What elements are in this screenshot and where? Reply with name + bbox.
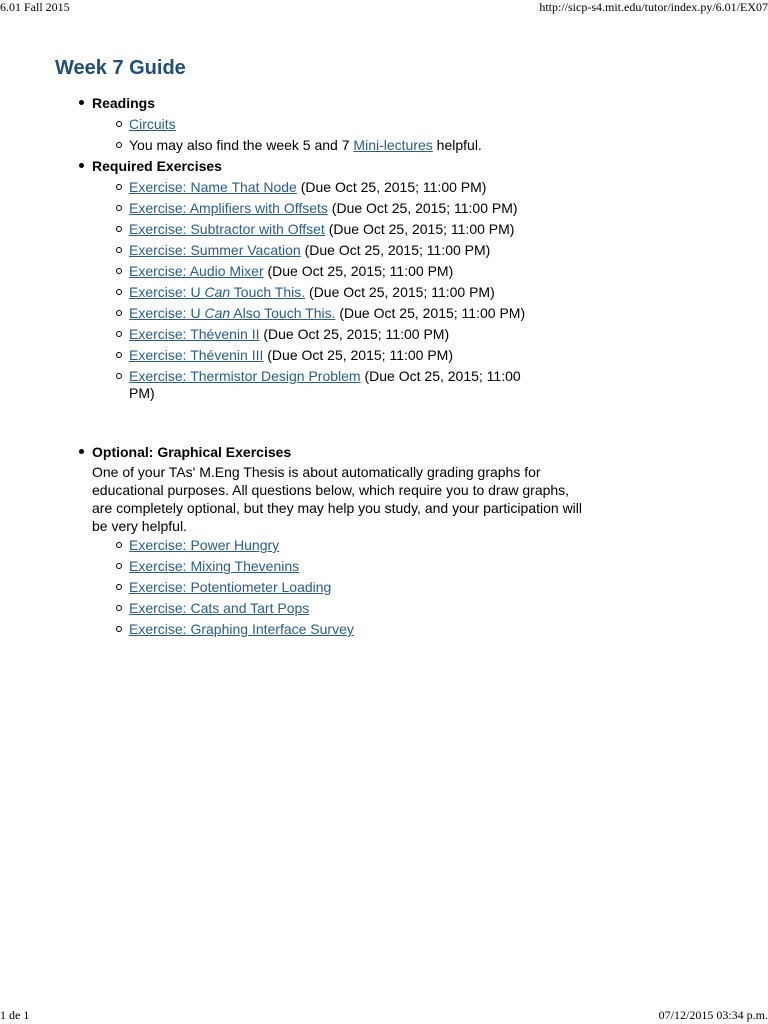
circle-bullet-icon (116, 205, 122, 211)
circle-bullet-icon (116, 268, 122, 274)
circle-bullet-icon (116, 184, 122, 190)
exercise-link[interactable]: Exercise: Subtractor with Offset (129, 221, 325, 237)
due-date: (Due Oct 25, 2015; 11:00 PM) (259, 326, 450, 342)
readings-note-text: You may also find the week 5 and 7 (129, 137, 354, 153)
circle-bullet-icon (116, 626, 122, 632)
section-readings (55, 93, 585, 156)
circle-bullet-icon (116, 310, 122, 316)
readings-list (92, 114, 585, 156)
circuits-link[interactable]: Circuits (129, 116, 176, 132)
exercise-link[interactable]: Exercise: Amplifiers with Offsets (129, 200, 328, 216)
list-item (92, 135, 585, 156)
circle-bullet-icon (116, 247, 122, 253)
list-item (92, 303, 585, 324)
list-item (92, 198, 585, 219)
circle-bullet-icon (116, 542, 122, 548)
exercise-link[interactable]: Exercise: Power Hungry (129, 537, 280, 553)
exercise-link-text-end: Also Touch This. (230, 305, 336, 321)
guide-sections (55, 93, 585, 640)
list-item (92, 324, 585, 345)
section-required-exercises (55, 156, 585, 442)
exercise-link[interactable]: Exercise: Potentiometer Loading (129, 579, 332, 595)
due-date: (Due Oct 25, 2015; 11:00 PM) (335, 305, 526, 321)
mini-lectures-link[interactable]: Mini-lectures (353, 137, 433, 153)
circle-bullet-icon (116, 331, 122, 337)
print-timestamp: 07/12/2015 03:34 p.m. (658, 1008, 768, 1022)
list-item (92, 598, 585, 619)
circle-bullet-icon (116, 605, 122, 611)
circle-bullet-icon (116, 563, 122, 569)
list-item (92, 366, 549, 404)
print-header-title: 6.01 Fall 2015 (0, 0, 70, 14)
list-item (92, 240, 585, 261)
list-item (92, 619, 585, 640)
circle-bullet-icon (116, 121, 122, 127)
due-date: (Due Oct 25, 2015; 11:00 PM) (300, 242, 491, 258)
optional-exercises-list (92, 535, 585, 640)
circle-bullet-icon (116, 584, 122, 590)
exercise-link[interactable]: Exercise: Cats and Tart Pops (129, 600, 310, 616)
due-date: (Due Oct 25, 2015; 11:00 PM) (296, 179, 487, 195)
list-item (92, 556, 585, 577)
circle-bullet-icon (116, 352, 122, 358)
section-heading-optional: Optional: Graphical Exercises (92, 444, 292, 460)
list-item (92, 261, 585, 282)
exercise-link-text-end: Touch This. (230, 284, 306, 300)
section-optional-exercises (55, 442, 585, 640)
circle-bullet-icon (116, 226, 122, 232)
exercise-link[interactable]: Exercise: Summer Vacation (129, 242, 301, 258)
page-number: 1 de 1 (0, 1008, 30, 1022)
due-date: (Due Oct 25, 2015; 11:00 PM) (305, 284, 495, 300)
list-item (92, 114, 585, 135)
list-item (92, 219, 585, 240)
bullet-icon (79, 163, 84, 168)
exercise-link-text: Exercise: U (129, 284, 205, 300)
due-date: (Due Oct 25, 2015; 11:00 PM) (263, 347, 453, 363)
optional-description: One of your TAs' M.Eng Thesis is about automatically grading graphs for educational purposes. All questions below, which require you to draw graphs, are completely optional, but they may help you study, and your participation will be very helpful. (92, 464, 583, 534)
due-date: (Due Oct 25, 2015; 11:00 PM) (324, 221, 515, 237)
exercise-link-text: Exercise: U (129, 305, 205, 321)
exercise-link[interactable]: Exercise: Name That Node (129, 179, 297, 195)
list-item (92, 535, 585, 556)
guide-content (55, 55, 585, 640)
exercise-link[interactable]: Exercise: Thermistor Design Problem (129, 368, 361, 384)
list-item (92, 577, 585, 598)
list-item (92, 345, 585, 366)
required-exercises-list (92, 177, 585, 404)
circle-bullet-icon (116, 373, 122, 379)
section-heading-required: Required Exercises (92, 158, 222, 174)
due-date: (Due Oct 25, 2015; 11:00 PM) (327, 200, 518, 216)
exercise-link-emphasis: Can (204, 284, 231, 300)
spacer (92, 404, 585, 442)
list-item (92, 282, 585, 303)
due-date: (Due Oct 25, 2015; 11:00 PM) (263, 263, 454, 279)
readings-note-text-end: helpful. (432, 137, 482, 153)
page-title: Week 7 Guide (55, 57, 186, 79)
exercise-link[interactable]: Exercise: Mixing Thevenins (129, 558, 300, 574)
section-heading-readings: Readings (92, 95, 156, 111)
print-header-url: http://sicp-s4.mit.edu/tutor/index.py/6.01/EX07 (539, 0, 768, 14)
bullet-icon (79, 449, 84, 454)
bullet-icon (79, 100, 84, 105)
circle-bullet-icon (116, 289, 122, 295)
exercise-link[interactable]: Exercise: Audio Mixer (129, 263, 264, 279)
exercise-link[interactable]: Exercise: Thévenin III (129, 347, 264, 363)
exercise-link[interactable] (129, 284, 305, 300)
exercise-link[interactable]: Exercise: Thévenin II (129, 326, 260, 342)
exercise-link[interactable] (129, 305, 335, 321)
exercise-link[interactable]: Exercise: Graphing Interface Survey (129, 621, 354, 637)
circle-bullet-icon (116, 142, 122, 148)
list-item (92, 177, 585, 198)
due-date: (Due Oct 25, 2015; 11:00 PM) (129, 368, 521, 401)
exercise-link-emphasis: Can (204, 305, 231, 321)
